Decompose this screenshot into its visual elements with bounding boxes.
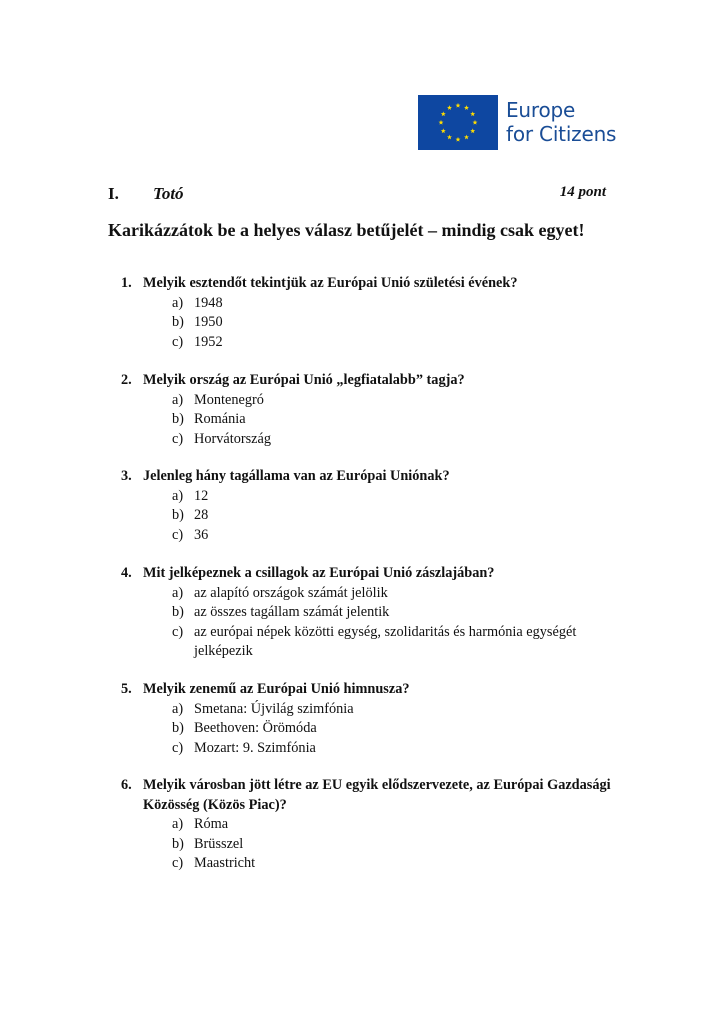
answer-text: Brüsszel bbox=[194, 835, 244, 852]
answer-option[interactable] bbox=[121, 739, 631, 759]
answer-option[interactable] bbox=[121, 410, 631, 430]
answer-text: az alapító országok számát jelölik bbox=[194, 584, 388, 601]
logo-line-2: for Citizens bbox=[506, 122, 617, 146]
answer-letter[interactable]: a) bbox=[172, 816, 184, 832]
answer-text: 28 bbox=[194, 507, 209, 523]
answer-text: az összes tagállam számát jelentik bbox=[194, 604, 390, 620]
answer-letter[interactable]: a) bbox=[172, 294, 184, 311]
question-label: Melyik zenemű az Európai Unió himnusza? bbox=[143, 681, 410, 697]
star-icon bbox=[464, 105, 469, 110]
answer-option[interactable] bbox=[121, 835, 631, 855]
question-1 bbox=[121, 274, 631, 352]
question-6 bbox=[121, 776, 631, 874]
answer-option[interactable] bbox=[121, 391, 631, 411]
answer-letter[interactable]: c) bbox=[172, 855, 184, 871]
star-icon bbox=[456, 137, 461, 142]
star-icon bbox=[447, 105, 452, 110]
section-header bbox=[108, 184, 606, 206]
question-number: 3. bbox=[121, 468, 132, 484]
answer-letter[interactable]: a) bbox=[172, 487, 184, 504]
answer-letter[interactable]: c) bbox=[172, 526, 184, 543]
answer-option[interactable] bbox=[121, 430, 631, 450]
question-text bbox=[121, 564, 631, 584]
question-number: 6. bbox=[121, 777, 132, 793]
question-text bbox=[121, 467, 631, 487]
answer-letter[interactable]: b) bbox=[172, 720, 184, 736]
answer-letter[interactable]: c) bbox=[172, 430, 184, 447]
star-icon bbox=[470, 111, 475, 116]
answer-option[interactable] bbox=[121, 700, 631, 720]
question-text bbox=[121, 776, 631, 815]
section-points: 14 pont bbox=[559, 184, 606, 200]
star-icon bbox=[470, 128, 475, 133]
answer-letter[interactable]: c) bbox=[172, 739, 184, 756]
question-number: 1. bbox=[121, 275, 132, 291]
answer-letter[interactable]: a) bbox=[172, 584, 184, 601]
question-number: 2. bbox=[121, 372, 132, 388]
logo-line-1: Europe bbox=[506, 98, 576, 122]
star-icon bbox=[473, 120, 478, 125]
answer-text: 12 bbox=[194, 487, 209, 504]
answer-option[interactable] bbox=[121, 313, 631, 333]
answer-text: 1948 bbox=[194, 294, 223, 311]
answer-option[interactable] bbox=[121, 294, 631, 314]
instruction: Karikázzátok be a helyes válasz betűjelét – mindig csak egyet! bbox=[108, 220, 585, 240]
question-3 bbox=[121, 467, 631, 545]
answer-option[interactable] bbox=[121, 603, 631, 623]
question-label: Melyik ország az Európai Unió „legfiatalabb” tagja? bbox=[143, 372, 465, 388]
answer-text: Horvátország bbox=[194, 430, 272, 447]
answer-option[interactable] bbox=[121, 584, 631, 604]
answer-option[interactable] bbox=[121, 487, 631, 507]
section-title: Totó bbox=[153, 184, 184, 203]
answer-letter[interactable]: a) bbox=[172, 700, 184, 717]
answer-text: 1950 bbox=[194, 314, 223, 330]
answer-letter[interactable]: b) bbox=[172, 411, 184, 427]
question-number: 4. bbox=[121, 565, 132, 581]
star-icon bbox=[456, 103, 461, 108]
answer-option[interactable] bbox=[121, 719, 631, 739]
question-label: Melyik esztendőt tekintjük az Európai Unió születési évének? bbox=[143, 275, 518, 291]
answer-letter[interactable]: b) bbox=[172, 835, 184, 852]
question-label: Jelenleg hány tagállama van az Európai Uniónak? bbox=[143, 468, 450, 484]
europe-for-citizens-logo bbox=[418, 95, 638, 151]
answer-letter[interactable]: b) bbox=[172, 604, 184, 620]
answer-letter[interactable]: b) bbox=[172, 314, 184, 330]
answer-option[interactable] bbox=[121, 815, 631, 835]
answer-text: Smetana: Újvilág szimfónia bbox=[194, 700, 354, 717]
question-text bbox=[121, 371, 631, 391]
answer-option[interactable] bbox=[121, 506, 631, 526]
star-icon bbox=[441, 111, 446, 116]
answer-letter[interactable]: c) bbox=[172, 333, 184, 350]
logo-text bbox=[506, 98, 616, 146]
answer-text: Montenegró bbox=[194, 391, 264, 408]
question-text bbox=[121, 680, 631, 700]
answer-letter[interactable]: c) bbox=[172, 623, 184, 640]
question-label: Melyik városban jött létre az EU egyik elődszervezete, az Európai Gazdasági Közösség (Közös Piac)? bbox=[143, 777, 611, 813]
answer-text: az európai népek közötti egység, szolidaritás és harmónia egységét jelképezik bbox=[194, 623, 577, 659]
answer-option[interactable] bbox=[121, 333, 631, 353]
question-5 bbox=[121, 680, 631, 758]
star-icon bbox=[441, 128, 446, 133]
answer-text: Róma bbox=[194, 816, 229, 832]
star-icon bbox=[447, 135, 452, 140]
question-2 bbox=[121, 371, 631, 449]
answer-text: Beethoven: Örömóda bbox=[194, 720, 317, 736]
eu-flag-icon bbox=[418, 95, 498, 150]
answer-letter[interactable]: a) bbox=[172, 391, 184, 408]
question-4 bbox=[121, 564, 631, 662]
question-label: Mit jelképeznek a csillagok az Európai Unió zászlajában? bbox=[143, 565, 495, 581]
star-icon bbox=[439, 120, 444, 125]
answer-option[interactable] bbox=[121, 526, 631, 546]
question-number: 5. bbox=[121, 681, 132, 697]
answer-text: Mozart: 9. Szimfónia bbox=[194, 739, 316, 756]
section-number: I. bbox=[108, 184, 119, 203]
answer-text: Maastricht bbox=[194, 855, 256, 871]
answer-letter[interactable]: b) bbox=[172, 507, 184, 523]
answer-text: 36 bbox=[194, 526, 209, 543]
answer-text: 1952 bbox=[194, 333, 223, 350]
answer-option[interactable] bbox=[121, 854, 631, 874]
question-text bbox=[121, 274, 631, 294]
eu-stars-circle bbox=[418, 95, 498, 150]
answer-option[interactable] bbox=[121, 623, 631, 662]
answer-text: Románia bbox=[194, 411, 246, 427]
star-icon bbox=[464, 135, 469, 140]
